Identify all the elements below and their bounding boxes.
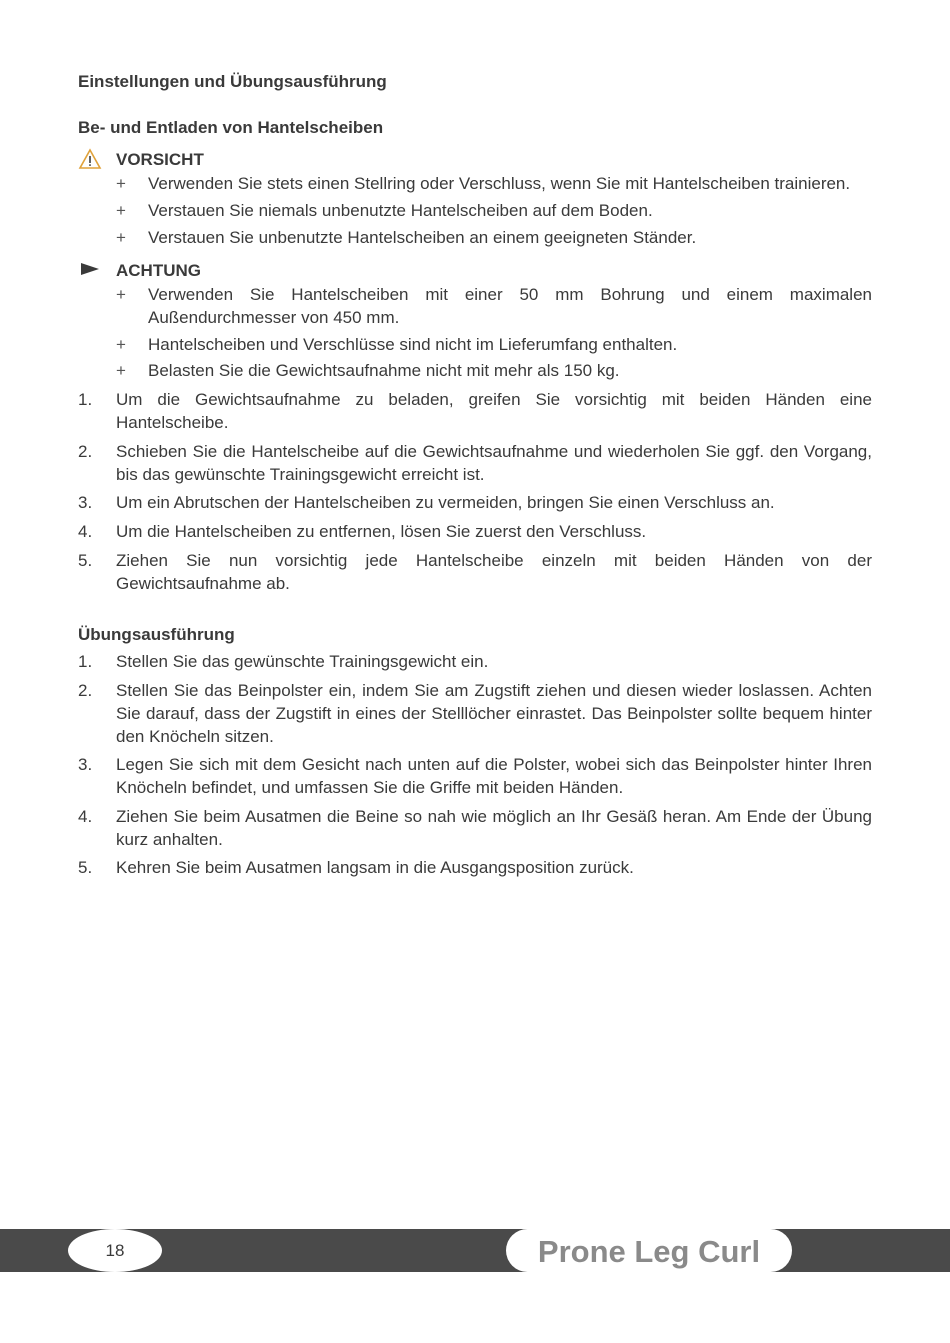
step-number: 2. xyxy=(78,681,93,700)
step-text: Stellen Sie das gewünschte Trainingsgewicht ein. xyxy=(116,652,489,671)
step-text: Schieben Sie die Hantelscheibe auf die Gewichtsaufnahme und wiederholen Sie ggf. den Vorgang, bis das gewünschte Trainingsgewicht erreicht ist. xyxy=(116,442,872,484)
attention-item-text: Hantelscheiben und Verschlüsse sind nicht im Lieferumfang enthalten. xyxy=(148,335,678,354)
flag-arrow-icon xyxy=(78,262,102,276)
warning-triangle-icon xyxy=(78,148,102,170)
step-number: 3. xyxy=(78,755,93,774)
list-item xyxy=(78,753,872,799)
step-number: 1. xyxy=(78,652,93,671)
page-number: 18 xyxy=(68,1229,162,1272)
plus-bullet-icon: + xyxy=(116,285,126,304)
attention-label: ACHTUNG xyxy=(116,261,201,280)
step-number: 4. xyxy=(78,522,93,541)
list-item xyxy=(78,650,872,673)
caution-item-text: Verstauen Sie unbenutzte Hantelscheiben an einem geeigneten Ständer. xyxy=(148,228,697,247)
loading-heading: Be- und Entladen von Hantelscheiben xyxy=(78,118,384,137)
plus-bullet-icon: + xyxy=(116,201,126,220)
list-item xyxy=(78,491,872,514)
step-text: Legen Sie sich mit dem Gesicht nach unten auf die Polster, wobei sich das Beinpolster hinter Ihren Knöcheln befindet, und umfassen Sie die Griffe mit beiden Händen. xyxy=(116,755,872,797)
step-number: 3. xyxy=(78,493,93,512)
step-number: 5. xyxy=(78,858,93,877)
step-number: 4. xyxy=(78,807,93,826)
list-item xyxy=(78,856,872,879)
step-text: Um ein Abrutschen der Hantelscheiben zu vermeiden, bringen Sie einen Verschluss an. xyxy=(116,493,775,512)
caution-item-text: Verwenden Sie stets einen Stellring oder Verschluss, wenn Sie mit Hantelscheiben trainieren. xyxy=(148,174,851,193)
plus-bullet-icon: + xyxy=(116,361,126,380)
exercise-heading: Übungsausführung xyxy=(78,625,235,644)
step-text: Ziehen Sie beim Ausatmen die Beine so nah wie möglich an Ihr Gesäß heran. Am Ende der Übung kurz anhalten. xyxy=(116,807,872,849)
attention-item xyxy=(116,283,872,329)
list-item xyxy=(78,805,872,851)
plus-bullet-icon: + xyxy=(116,228,126,247)
list-item xyxy=(78,388,872,434)
list-item xyxy=(78,440,872,486)
caution-item xyxy=(116,226,872,249)
attention-item-text: Verwenden Sie Hantelscheiben mit einer 50 mm Bohrung und einem maximalen Außendurchmesser von 450 mm. xyxy=(148,285,872,327)
product-name: Prone Leg Curl xyxy=(506,1229,792,1272)
caution-item-text: Verstauen Sie niemals unbenutzte Hantelscheiben auf dem Boden. xyxy=(148,201,653,220)
list-item xyxy=(78,549,872,595)
caution-label: VORSICHT xyxy=(116,150,204,169)
step-text: Um die Hantelscheiben zu entfernen, lösen Sie zuerst den Verschluss. xyxy=(116,522,647,541)
list-item xyxy=(78,679,872,748)
caution-item xyxy=(116,199,872,222)
section-title: Einstellungen und Übungsausführung xyxy=(78,72,387,91)
caution-item xyxy=(116,172,872,195)
plus-bullet-icon: + xyxy=(116,174,126,193)
attention-item-text: Belasten Sie die Gewichtsaufnahme nicht mit mehr als 150 kg. xyxy=(148,361,620,380)
step-text: Kehren Sie beim Ausatmen langsam in die Ausgangsposition zurück. xyxy=(116,858,634,877)
step-text: Stellen Sie das Beinpolster ein, indem Sie am Zugstift ziehen und diesen wieder loslassen. Achten Sie darauf, dass der Zugstift in eines der Stelllöcher einrastet. Das Beinpolster sollte bequem hinter den Knöcheln sitzen. xyxy=(116,681,872,746)
step-text: Ziehen Sie nun vorsichtig jede Hantelscheibe einzeln mit beiden Händen von der Gewichtsaufnahme ab. xyxy=(116,551,872,593)
plus-bullet-icon: + xyxy=(116,335,126,354)
step-number: 5. xyxy=(78,551,93,570)
step-text: Um die Gewichtsaufnahme zu beladen, greifen Sie vorsichtig mit beiden Händen eine Hantelscheibe. xyxy=(116,390,872,432)
attention-item xyxy=(116,359,872,382)
step-number: 2. xyxy=(78,442,93,461)
step-number: 1. xyxy=(78,390,93,409)
list-item xyxy=(78,520,872,543)
attention-item xyxy=(116,333,872,356)
